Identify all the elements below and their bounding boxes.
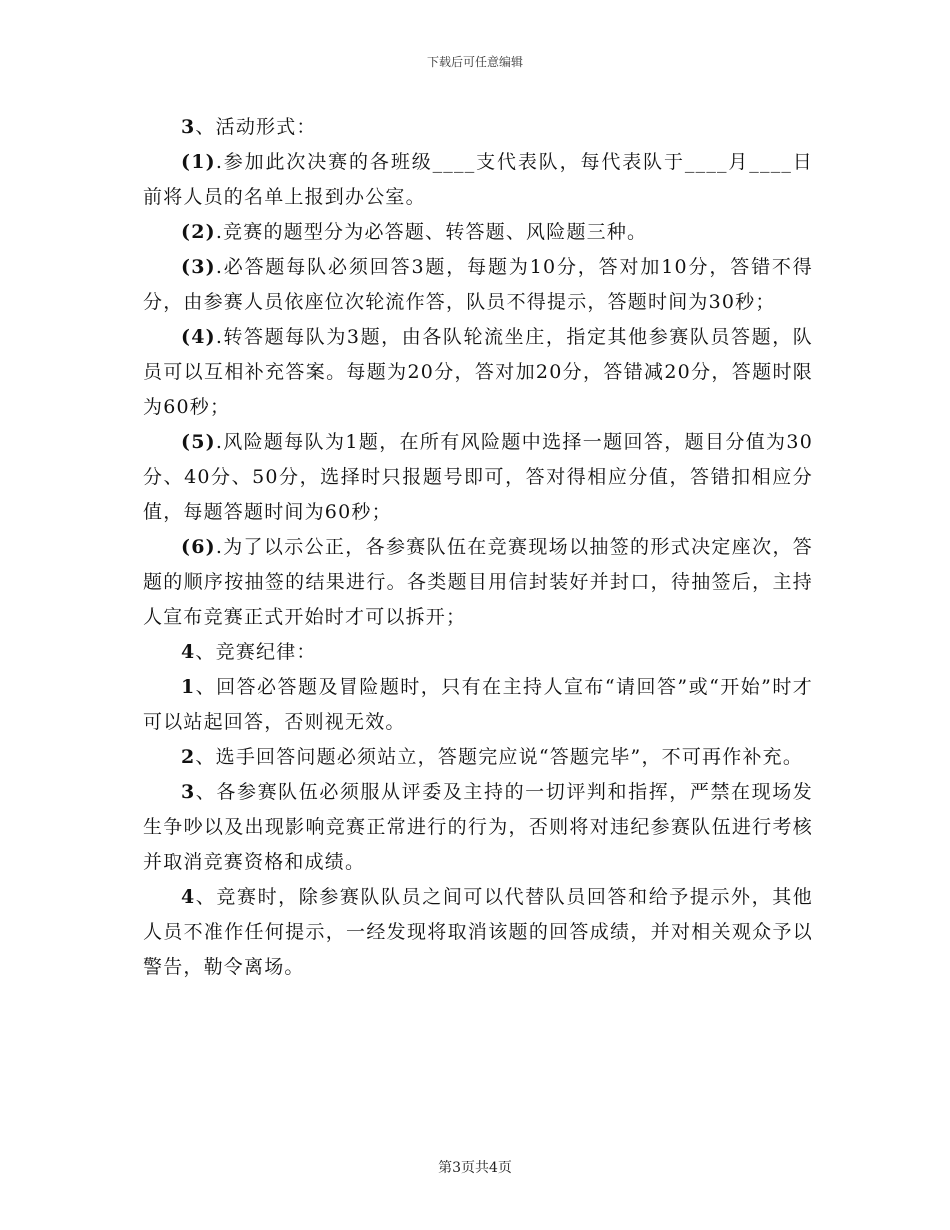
paragraph xyxy=(143,670,813,740)
item-number: 4 xyxy=(181,886,196,908)
paragraph xyxy=(143,880,813,985)
item-number: (3) xyxy=(181,256,216,278)
page-header: 下载后可任意编辑 xyxy=(426,55,523,69)
paragraph-text: 、各参赛队伍必须服从评委及主持的一切评判和指挥，严禁在现场发生争吵以及出现影响竞赛正常进行的行为，否则将对违纪参赛队伍进行考核并取消竞赛资格和成绩。 xyxy=(143,781,813,873)
item-number: (4) xyxy=(181,326,216,348)
item-number: 3 xyxy=(181,116,196,138)
paragraph-text: 、活动形式： xyxy=(195,116,317,138)
paragraph-text: .转答题每队为3题，由各队轮流坐庄，指定其他参赛队员答题，队员可以互相补充答案。每题为20分，答对加20分，答错减20分，答题时限为60秒； xyxy=(143,326,813,418)
item-number: (2) xyxy=(181,221,216,243)
paragraph-text: 、选手回答问题必须站立，答题完应说“答题完毕”，不可再作补充。 xyxy=(195,746,804,768)
paragraph xyxy=(143,320,813,425)
item-number: (1) xyxy=(181,151,216,173)
section-heading-discipline xyxy=(143,635,813,670)
paragraph-text: 、竞赛时，除参赛队队员之间可以代替队员回答和给予提示外，其他人员不准作任何提示，一经发现将取消该题的回答成绩，并对相关观众予以警告，勒令离场。 xyxy=(143,886,813,978)
paragraph-text: .竞赛的题型分为必答题、转答题、风险题三种。 xyxy=(215,221,648,243)
paragraph xyxy=(143,740,813,775)
item-number: 3 xyxy=(181,781,196,803)
paragraph xyxy=(143,425,813,530)
page-number: 第3页共4页 xyxy=(438,1160,512,1176)
paragraph xyxy=(143,145,813,215)
paragraph-text: .必答题每队必须回答3题，每题为10分，答对加10分，答错不得分，由参赛人员依座位次轮流作答，队员不得提示，答题时间为30秒； xyxy=(143,256,813,313)
item-number: (5) xyxy=(181,431,216,453)
paragraph-text: .参加此次决赛的各班级____支代表队，每代表队于____月____日前将人员的名单上报到办公室。 xyxy=(143,151,813,208)
paragraph-text: .为了以示公正，各参赛队伍在竞赛现场以抽签的形式决定座次，答题的顺序按抽签的结果进行。各类题目用信封装好并封口，待抽签后，主持人宣布竞赛正式开始时才可以拆开； xyxy=(143,536,813,628)
paragraph-text: 、竞赛纪律： xyxy=(195,641,317,663)
paragraph xyxy=(143,250,813,320)
paragraph-text: 、回答必答题及冒险题时，只有在主持人宣布“请回答”或“开始”时才可以站起回答，否则视无效。 xyxy=(143,676,813,733)
paragraph-text: .风险题每队为1题，在所有风险题中选择一题回答，题目分值为30分、40分、50分，选择时只报题号即可，答对得相应分值，答错扣相应分值，每题答题时间为60秒； xyxy=(143,431,813,523)
item-number: (6) xyxy=(181,536,216,558)
section-heading-activity-form xyxy=(143,110,813,145)
item-number: 4 xyxy=(181,641,196,663)
paragraph xyxy=(143,775,813,880)
paragraph xyxy=(143,215,813,250)
item-number: 1 xyxy=(181,676,196,698)
document-body xyxy=(143,110,813,985)
item-number: 2 xyxy=(181,746,196,768)
paragraph xyxy=(143,530,813,635)
